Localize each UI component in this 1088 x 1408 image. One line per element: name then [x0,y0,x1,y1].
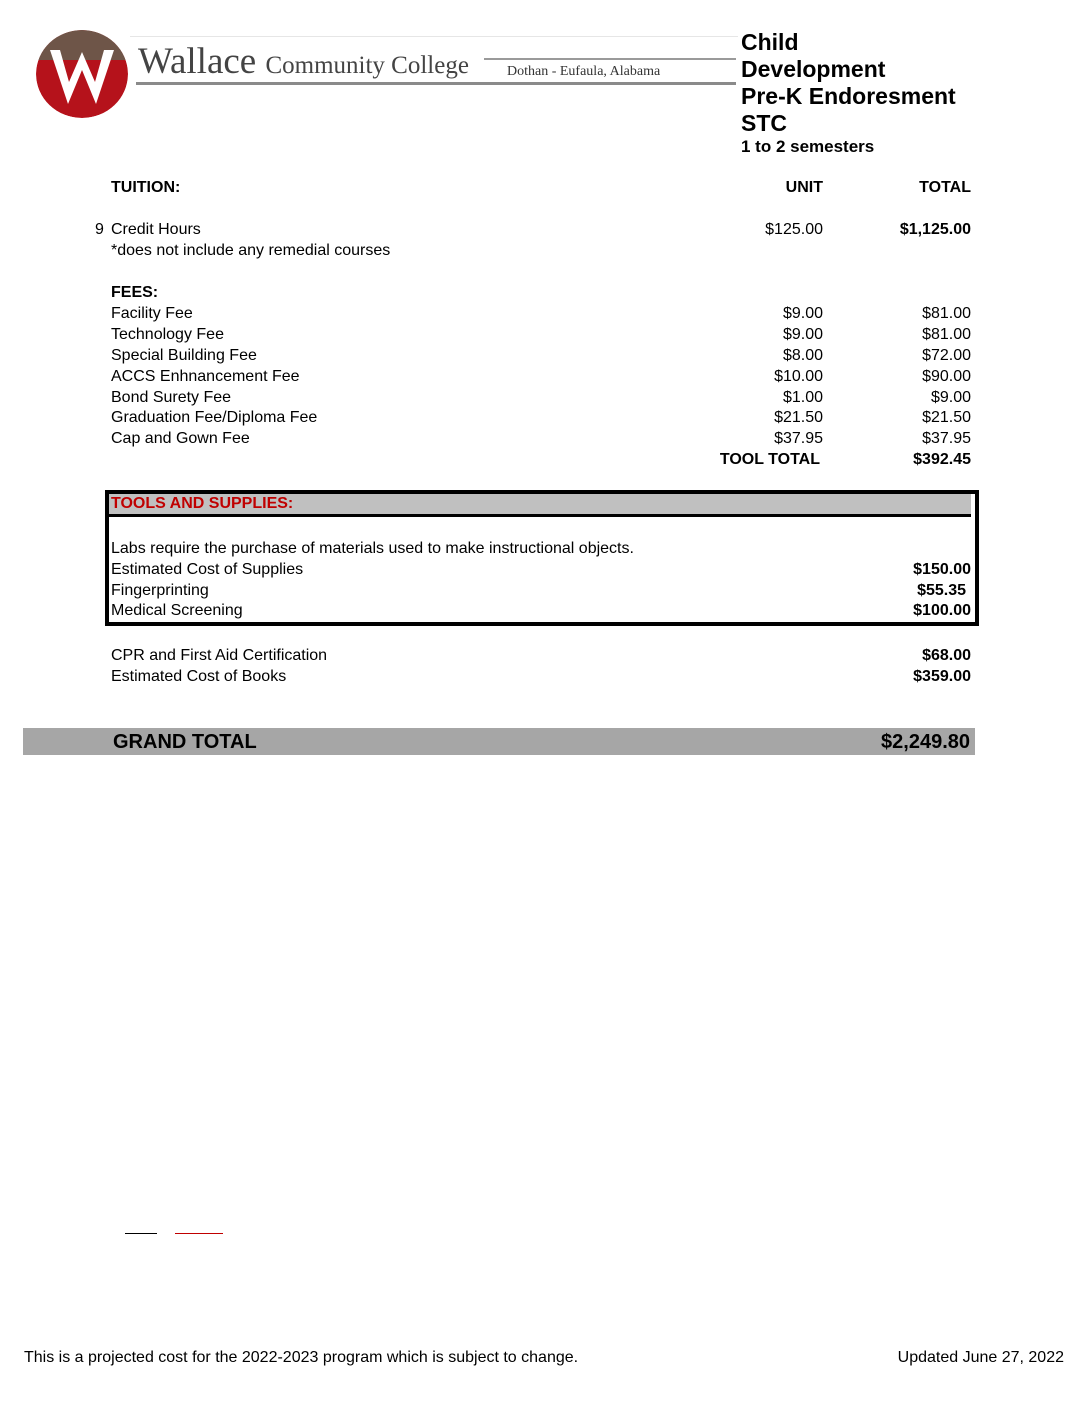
fee-total: $72.00 [922,347,971,364]
remedial-note: *does not include any remedial courses [111,242,391,259]
tools-item-label: Medical Screening [111,602,243,619]
logo-top-line [130,36,738,37]
fees-subtotal-label: TOOL TOTAL [719,451,820,468]
college-suffix: Community College [265,52,469,79]
program-title-line: STC [741,110,787,136]
extra-item-label: Estimated Cost of Books [111,668,287,685]
fee-label: Graduation Fee/Diploma Fee [111,409,318,426]
program-duration: 1 to 2 semesters [741,137,875,156]
fee-total: $81.00 [922,305,971,322]
fee-label: Special Building Fee [111,347,257,364]
tools-item-total: $100.00 [913,602,971,619]
program-title [741,29,956,137]
fee-unit: $10.00 [774,368,823,385]
tuition-heading: TUITION: [111,179,181,196]
fee-unit: $9.00 [782,305,823,322]
program-title-line: Child [741,29,799,55]
stray-line [125,1233,157,1234]
credit-hours-total: $1,125.00 [899,221,971,238]
credit-hours-unit: $125.00 [765,221,823,238]
extra-item-label: CPR and First Aid Certification [111,647,328,664]
tools-description: Labs require the purchase of materials used to make instructional objects. [111,540,634,557]
tools-item-total: $150.00 [913,561,971,578]
fees-subtotal-value: $392.45 [913,451,971,468]
tools-item-label: Fingerprinting [111,582,209,599]
college-logo-icon [36,30,128,118]
fee-label: Cap and Gown Fee [111,430,250,447]
tools-supplies-title: TOOLS AND SUPPLIES: [111,495,294,512]
tools-item-label: Estimated Cost of Supplies [111,561,304,578]
footer-updated: Updated June 27, 2022 [897,1349,1064,1366]
tools-item-total: $55.35 [917,582,966,599]
credit-hours-count: 9 [95,221,104,238]
fee-total: $37.95 [922,430,971,447]
fee-total: $90.00 [922,368,971,385]
logo-location-rule [484,58,736,60]
fee-label: Technology Fee [111,326,224,343]
fee-unit: $37.95 [774,430,823,447]
fee-label: Facility Fee [111,305,193,322]
college-name: Wallace [138,41,257,82]
fees-heading: FEES: [111,284,159,301]
fee-label: Bond Surety Fee [111,389,232,406]
fee-label: ACCS Enhnancement Fee [111,368,300,385]
total-column-header: TOTAL [919,179,971,196]
unit-column-header: UNIT [785,179,823,196]
fee-unit: $21.50 [774,409,823,426]
fee-total: $9.00 [930,389,971,406]
grand-total-value: $2,249.80 [881,731,970,753]
college-location: Dothan - Eufaula, Alabama [507,64,661,79]
fee-unit: $8.00 [782,347,823,364]
fee-unit: $9.00 [782,326,823,343]
fee-total: $21.50 [922,409,971,426]
stray-line-red [175,1233,223,1234]
grand-total-label: GRAND TOTAL [113,731,257,753]
credit-hours-label: Credit Hours [111,221,201,238]
fee-total: $81.00 [922,326,971,343]
college-wordmark [138,40,469,83]
program-title-line: Pre-K Endoresment [741,83,956,109]
extra-item-total: $359.00 [913,668,971,685]
logo-underline [136,82,736,85]
extra-item-total: $68.00 [922,647,971,664]
fee-unit: $1.00 [782,389,823,406]
program-title-line: Development [741,56,886,82]
footer-disclaimer: This is a projected cost for the 2022-2023 program which is subject to change. [24,1349,579,1366]
